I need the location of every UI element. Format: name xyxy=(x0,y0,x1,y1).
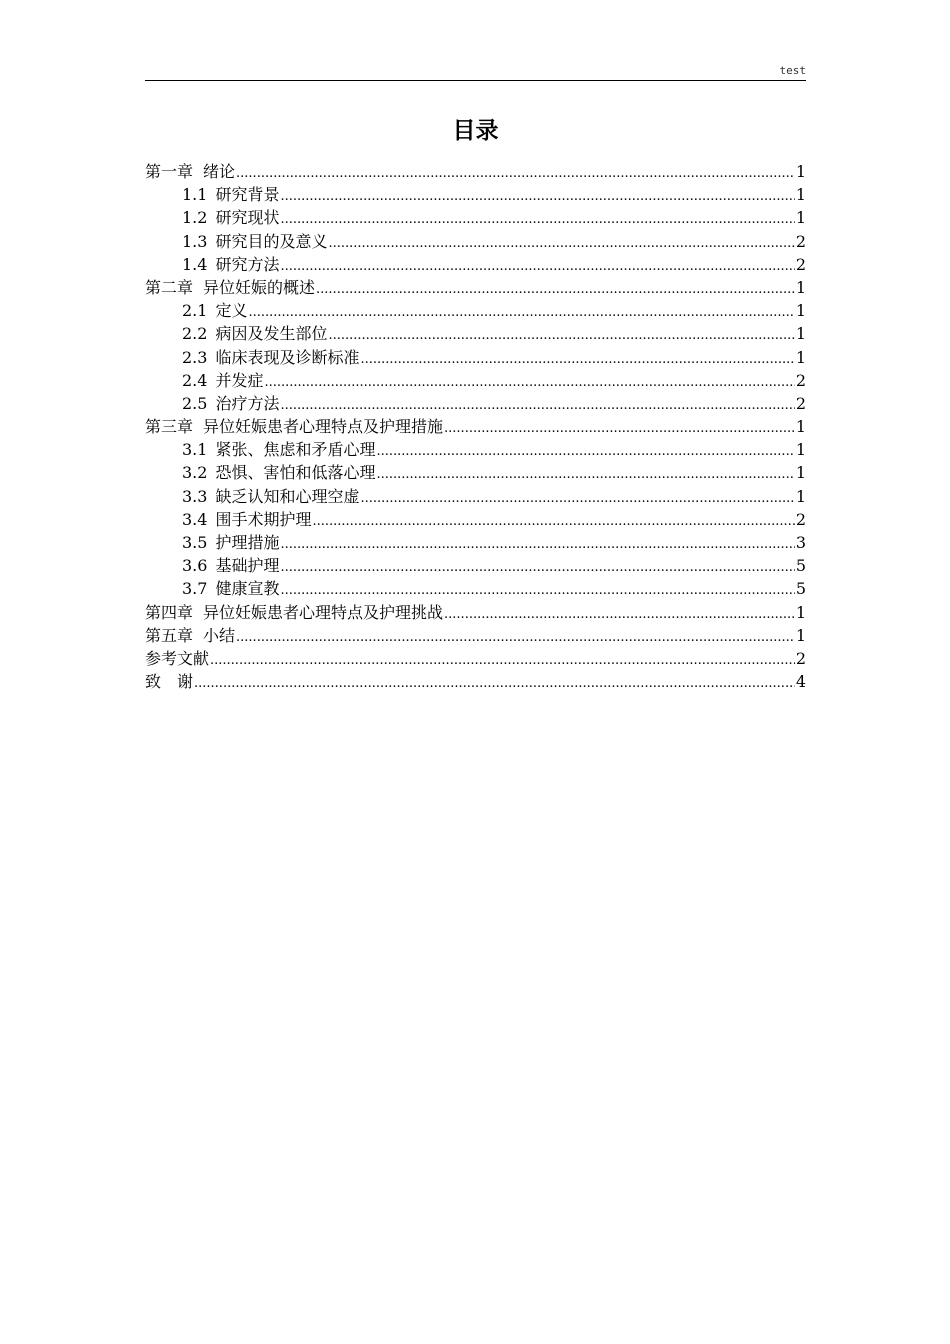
toc-dot-leader xyxy=(444,603,795,626)
toc-dot-leader xyxy=(316,278,795,301)
toc-entry-label: 紧张、焦虑和矛盾心理 xyxy=(215,440,376,460)
toc-page-number: 2 xyxy=(795,370,806,390)
toc-page-number: 1 xyxy=(795,440,806,460)
toc-chapter-entry[interactable] xyxy=(145,647,806,670)
toc-entry-number: 3.2 xyxy=(182,463,208,483)
toc-page-number: 5 xyxy=(795,579,806,599)
toc-dot-leader xyxy=(210,649,795,672)
toc-section-entry[interactable] xyxy=(145,508,806,531)
toc-page-number: 2 xyxy=(795,231,806,251)
toc-page-number: 1 xyxy=(795,162,806,181)
toc-entry-number: 第四章 xyxy=(145,602,194,622)
toc-dot-leader xyxy=(444,417,795,440)
toc-dot-leader xyxy=(280,394,794,417)
toc-chapter-entry[interactable] xyxy=(145,601,806,624)
toc-section-entry[interactable] xyxy=(145,461,806,484)
toc-dot-leader xyxy=(280,185,794,208)
toc-chapter-entry[interactable] xyxy=(145,415,806,438)
toc-page-number: 1 xyxy=(795,277,806,297)
toc-dot-leader xyxy=(328,232,794,255)
toc-dot-leader xyxy=(376,463,794,486)
toc-page-number: 1 xyxy=(795,602,806,622)
toc-chapter-entry[interactable] xyxy=(145,624,806,647)
toc-entry-label: 定义 xyxy=(215,301,248,321)
toc-page-number: 2 xyxy=(795,648,806,668)
toc-dot-leader xyxy=(236,162,795,185)
page-header xyxy=(145,64,806,81)
toc-entry-number: 1.3 xyxy=(182,231,208,251)
toc-entry-label: 异位妊娠患者心理特点及护理挑战 xyxy=(203,602,444,622)
toc-entry-label: 病因及发生部位 xyxy=(215,324,328,344)
toc-chapter-entry[interactable] xyxy=(145,276,806,299)
toc-dot-leader xyxy=(360,348,794,371)
toc-entry-number: 3.3 xyxy=(182,486,208,506)
toc-dot-leader xyxy=(280,255,794,278)
toc-dot-leader xyxy=(264,371,794,394)
toc-dot-leader xyxy=(280,556,794,579)
toc-page-number: 1 xyxy=(795,486,806,506)
toc-section-entry[interactable] xyxy=(145,392,806,415)
toc-entry-number: 2.2 xyxy=(182,324,208,344)
toc-entry-label: 围手术期护理 xyxy=(215,509,312,529)
table-of-contents xyxy=(145,160,806,693)
toc-page-number: 1 xyxy=(795,301,806,321)
toc-entry-label: 小结 xyxy=(203,625,236,645)
toc-entry-label: 研究背景 xyxy=(215,185,280,205)
toc-entry-number: 3.5 xyxy=(182,533,208,552)
toc-dot-leader xyxy=(312,510,794,533)
toc-section-entry[interactable] xyxy=(145,299,806,322)
toc-entry-number: 3.1 xyxy=(182,440,208,460)
toc-entry-number: 1.1 xyxy=(182,185,208,205)
toc-entry-number: 1.4 xyxy=(182,254,208,274)
toc-dot-leader xyxy=(280,579,794,602)
toc-page-number: 1 xyxy=(795,625,806,645)
toc-page-number: 1 xyxy=(795,463,806,483)
toc-entry-number: 第五章 xyxy=(145,625,194,645)
toc-dot-leader xyxy=(248,301,794,324)
toc-entry-label: 致 谢 xyxy=(145,672,194,692)
toc-entry-label: 研究现状 xyxy=(215,208,280,228)
toc-dot-leader xyxy=(360,487,794,510)
toc-page-number: 1 xyxy=(795,347,806,367)
toc-dot-leader xyxy=(328,324,794,347)
toc-page-number: 1 xyxy=(795,417,806,437)
toc-page-number: 4 xyxy=(795,672,806,692)
toc-section-entry[interactable] xyxy=(145,253,806,276)
toc-dot-leader xyxy=(376,440,794,463)
toc-entry-number: 第三章 xyxy=(145,417,194,437)
toc-page-number: 3 xyxy=(795,533,806,552)
toc-title: 目录 xyxy=(452,118,499,144)
toc-page-number: 2 xyxy=(795,509,806,529)
toc-entry-number: 2.1 xyxy=(182,301,208,321)
toc-entry-number: 1.2 xyxy=(182,208,208,228)
toc-page-number: 1 xyxy=(795,324,806,344)
toc-section-entry[interactable] xyxy=(145,531,806,554)
toc-chapter-entry[interactable] xyxy=(145,160,806,183)
toc-entry-label: 治疗方法 xyxy=(215,393,280,413)
toc-entry-label: 护理措施 xyxy=(215,533,280,552)
toc-entry-number: 3.4 xyxy=(182,509,208,529)
toc-page-number: 1 xyxy=(795,208,806,228)
toc-section-entry[interactable] xyxy=(145,577,806,600)
toc-page-number: 2 xyxy=(795,254,806,274)
toc-chapter-entry[interactable] xyxy=(145,670,806,693)
toc-dot-leader xyxy=(280,208,794,231)
toc-section-entry[interactable] xyxy=(145,183,806,206)
toc-entry-number: 3.6 xyxy=(182,556,208,576)
toc-entry-number: 2.4 xyxy=(182,370,208,390)
toc-entry-number: 2.5 xyxy=(182,393,208,413)
toc-entry-label: 缺乏认知和心理空虚 xyxy=(215,486,360,506)
toc-entry-number: 第二章 xyxy=(145,277,194,297)
toc-entry-number: 3.7 xyxy=(182,579,208,599)
toc-dot-leader xyxy=(194,672,795,695)
toc-section-entry[interactable] xyxy=(145,485,806,508)
toc-entry-label: 绪论 xyxy=(203,162,236,181)
toc-entry-label: 并发症 xyxy=(215,370,264,390)
toc-entry-label: 恐惧、害怕和低落心理 xyxy=(215,463,376,483)
toc-section-entry[interactable] xyxy=(145,438,806,461)
toc-entry-number: 2.3 xyxy=(182,347,208,367)
toc-entry-label: 异位妊娠患者心理特点及护理措施 xyxy=(203,417,444,437)
toc-entry-label: 临床表现及诊断标准 xyxy=(215,347,360,367)
toc-dot-leader xyxy=(280,533,794,556)
toc-section-entry[interactable] xyxy=(145,346,806,369)
toc-section-entry[interactable] xyxy=(145,206,806,229)
toc-page-number: 2 xyxy=(795,393,806,413)
toc-section-entry[interactable] xyxy=(145,369,806,392)
toc-dot-leader xyxy=(236,626,795,649)
toc-entry-label: 基础护理 xyxy=(215,556,280,576)
toc-section-entry[interactable] xyxy=(145,322,806,345)
toc-entry-label: 研究方法 xyxy=(215,254,280,274)
toc-page-number: 1 xyxy=(795,185,806,205)
toc-entry-number: 第一章 xyxy=(145,162,194,181)
toc-entry-label: 参考文献 xyxy=(145,648,210,668)
toc-entry-label: 研究目的及意义 xyxy=(215,231,328,251)
header-text: test xyxy=(779,64,806,77)
toc-section-entry[interactable] xyxy=(145,230,806,253)
toc-section-entry[interactable] xyxy=(145,554,806,577)
toc-entry-label: 健康宣教 xyxy=(215,579,280,599)
toc-page-number: 5 xyxy=(795,556,806,576)
toc-entry-label: 异位妊娠的概述 xyxy=(203,277,316,297)
